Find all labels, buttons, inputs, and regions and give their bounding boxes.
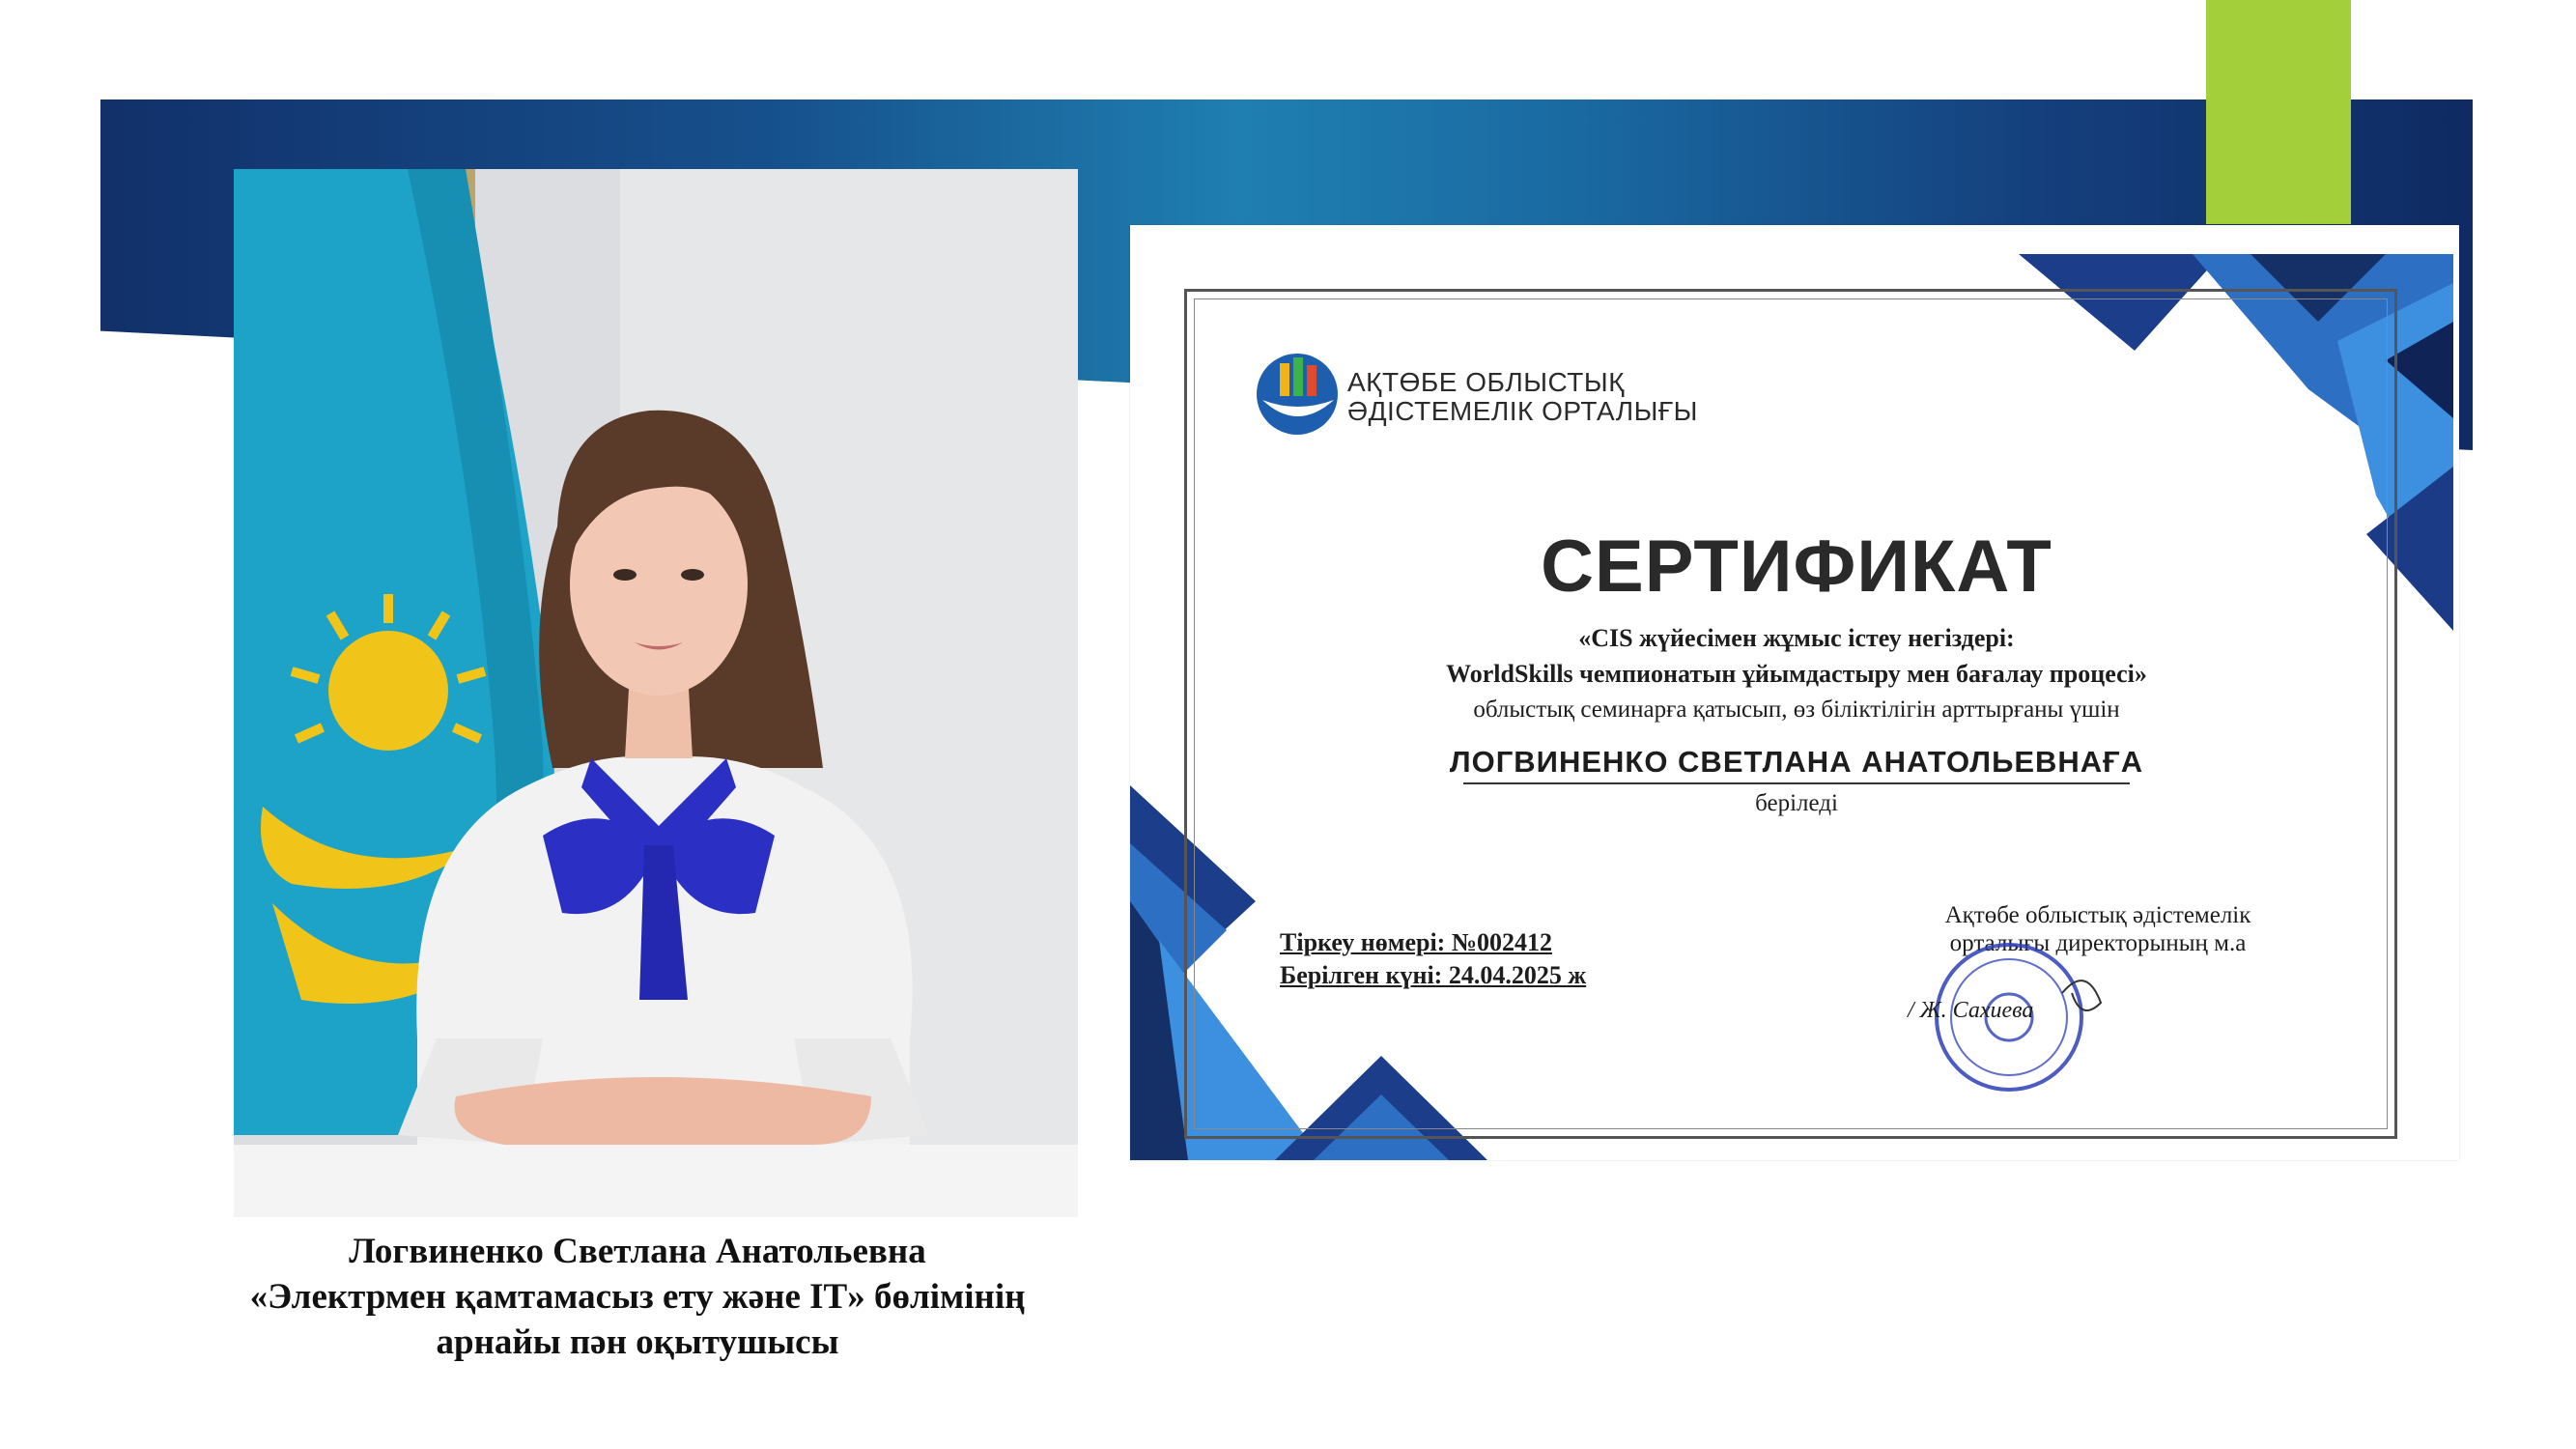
signer-title-line1: Ақтөбе облыстық әдістемелік [1944,902,2251,928]
certificate-purpose: облыстық семинарға қатысып, өз біліктілігін арттырғаны үшін [1473,696,2120,723]
signer-title-line2: орталығы директорының м.а [1949,930,2247,956]
caption-name: Логвиненко Светлана Анатольевна [349,1232,926,1271]
certificate-given: беріледі [1755,790,1838,816]
org-name [1347,368,1698,426]
caption-role: арнайы пән оқытушысы [436,1322,839,1362]
certificate [1130,225,2459,1160]
portrait-photo [234,169,1078,1217]
certificate-title: СЕРТИФИКАТ [1541,526,2052,608]
caption-position: «Электрмен қамтамасыз ету және IT» бөлімінің [249,1277,1026,1317]
course-title-line1: «CIS жүйесімен жұмыс істеу негіздері: [1578,624,2015,652]
course-title-line2: WorldSkills чемпионатын ұйымдастыру мен бағалау процесі» [1446,660,2147,688]
signer-name: / Ж. Сахиева [1908,998,2034,1023]
registration-number: Тіркеу нөмері: №002412 [1280,928,1552,956]
org-logo-icon [1251,346,1343,438]
org-name-line1: АҚТӨБЕ ОБЛЫСТЫҚ [1347,367,1626,397]
recipient-name: ЛОГВИНЕНКО СВЕТЛАНА АНАТОЛЬЕВНАҒА [1449,745,2144,779]
accent-bar [2206,0,2351,224]
photo-caption [116,1229,1159,1365]
org-name-line2: ӘДІСТЕМЕЛІК ОРТАЛЫҒЫ [1347,396,1698,426]
portrait-illustration [234,169,1078,1217]
recipient-underline [1463,782,2130,784]
issue-date: Берілген күні: 24.04.2025 ж [1280,961,1587,989]
